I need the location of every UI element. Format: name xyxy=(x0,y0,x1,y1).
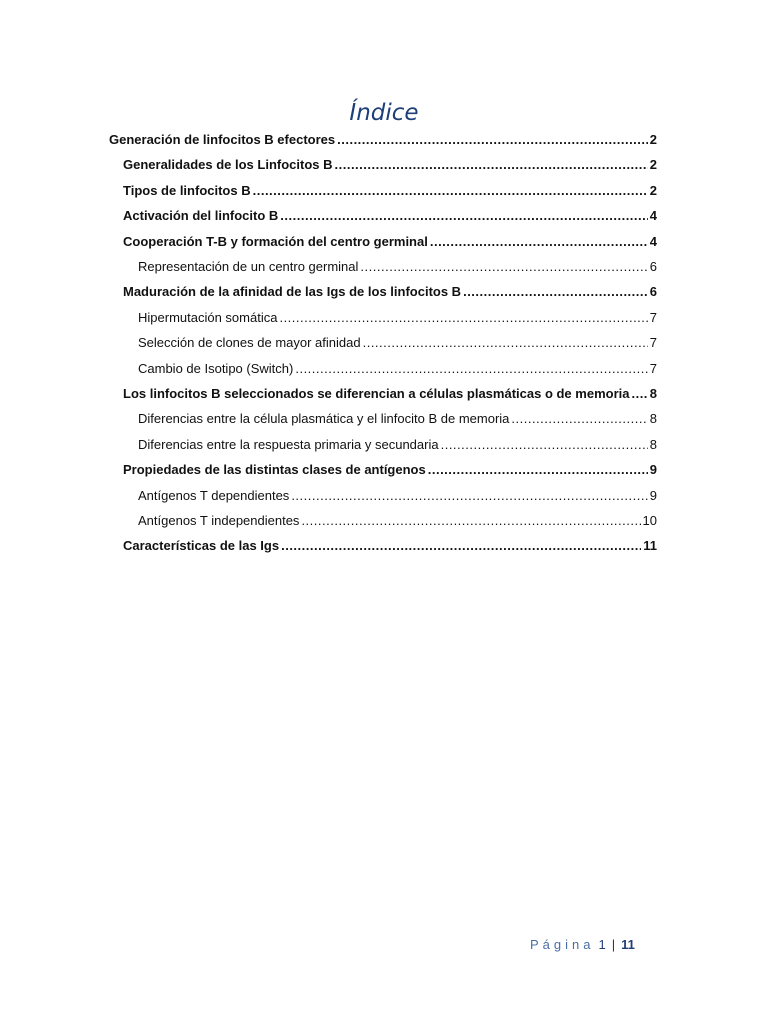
toc-entry-title: Tipos de linfocitos B xyxy=(123,183,251,198)
toc-entry-page-number: 9 xyxy=(649,462,657,477)
toc-entry-title: Cooperación T-B y formación del centro germinal xyxy=(123,234,428,249)
toc-entry-title: Características de las Igs xyxy=(123,538,280,553)
toc-dot-leader xyxy=(281,537,641,555)
toc-entry-page-number: 8 xyxy=(649,411,657,426)
toc-entry[interactable] xyxy=(138,508,657,530)
toc-entry-title: Activación del linfocito B xyxy=(123,208,279,223)
toc-entry-page-number: 7 xyxy=(649,361,657,376)
toc-entry-title: Generalidades de los Linfocitos B xyxy=(123,157,333,172)
footer-total-pages: 11 xyxy=(621,936,635,952)
toc-dot-leader xyxy=(335,156,648,174)
toc-entry[interactable] xyxy=(123,229,657,251)
toc-dot-leader xyxy=(631,385,647,403)
toc-dot-leader xyxy=(280,207,647,225)
toc-entry-page-number: 8 xyxy=(649,386,657,401)
toc-entry-title: Cambio de Isotipo (Switch) xyxy=(138,361,294,376)
toc-entry[interactable] xyxy=(123,279,657,301)
toc-entry-title: Los linfocitos B seleccionados se diferencian a células plasmáticas o de memoria xyxy=(123,386,630,401)
toc-entry[interactable] xyxy=(123,203,657,225)
toc-dot-leader xyxy=(430,233,648,251)
toc-dot-leader xyxy=(363,334,648,352)
toc-entry-title: Diferencias entre la respuesta primaria y secundaria xyxy=(138,437,439,452)
toc-entry[interactable] xyxy=(123,152,657,174)
toc-entry[interactable] xyxy=(123,178,657,200)
toc-entry[interactable] xyxy=(123,457,657,479)
toc-entry[interactable] xyxy=(138,483,657,505)
toc-dot-leader xyxy=(337,131,648,149)
footer-page-label: Página xyxy=(530,936,595,952)
toc-entry[interactable] xyxy=(138,356,657,378)
toc-entry-page-number: 8 xyxy=(649,437,657,452)
toc-dot-leader xyxy=(291,487,647,505)
toc-entry-page-number: 2 xyxy=(649,183,657,198)
toc-dot-leader xyxy=(428,461,648,479)
toc-entry-page-number: 7 xyxy=(649,335,657,350)
toc-entry-page-number: 11 xyxy=(643,538,657,553)
toc-dot-leader xyxy=(253,182,648,200)
toc-dot-leader xyxy=(279,309,647,327)
toc-dot-leader xyxy=(301,512,640,530)
toc-entry-title: Selección de clones de mayor afinidad xyxy=(138,335,361,350)
toc-entry-page-number: 9 xyxy=(649,488,657,503)
toc-dot-leader xyxy=(360,258,647,276)
toc-entry-page-number: 6 xyxy=(649,284,657,299)
toc-entry[interactable] xyxy=(138,305,657,327)
toc-entry-page-number: 6 xyxy=(649,259,657,274)
footer-current-page: 1 xyxy=(598,936,606,952)
footer-separator: | xyxy=(611,936,616,952)
toc-entry-title: Antígenos T dependientes xyxy=(138,488,290,503)
toc-entry[interactable] xyxy=(138,330,657,352)
toc-entry-title: Maduración de la afinidad de las Igs de los linfocitos B xyxy=(123,284,462,299)
toc-entry-page-number: 2 xyxy=(649,132,657,147)
toc-entry-page-number: 10 xyxy=(642,513,657,528)
toc-entry-title: Representación de un centro germinal xyxy=(138,259,359,274)
toc-dot-leader xyxy=(463,283,648,301)
toc-entry-page-number: 4 xyxy=(649,208,657,223)
toc-dot-leader xyxy=(295,360,647,378)
toc-entry-title: Antígenos T independientes xyxy=(138,513,300,528)
page-footer xyxy=(530,934,650,954)
toc-entry-page-number: 7 xyxy=(649,310,657,325)
toc-dot-leader xyxy=(511,410,647,428)
toc-dot-leader xyxy=(441,436,648,454)
toc-entry-title: Propiedades de las distintas clases de antígenos xyxy=(123,462,426,477)
toc-entry-title: Diferencias entre la célula plasmática y el linfocito B de memoria xyxy=(138,411,510,426)
toc-entry[interactable] xyxy=(138,254,657,276)
toc-entry[interactable] xyxy=(123,381,657,403)
toc-entry[interactable] xyxy=(123,533,657,555)
toc-title: Índice xyxy=(349,100,419,126)
toc-entry[interactable] xyxy=(138,432,657,454)
toc-entry[interactable] xyxy=(138,406,657,428)
toc-entry-title: Hipermutación somática xyxy=(138,310,278,325)
toc-entry-page-number: 4 xyxy=(649,234,657,249)
toc-entry[interactable] xyxy=(109,127,657,149)
toc-entry-page-number: 2 xyxy=(649,157,657,172)
toc-entry-title: Generación de linfocitos B efectores xyxy=(109,132,336,147)
